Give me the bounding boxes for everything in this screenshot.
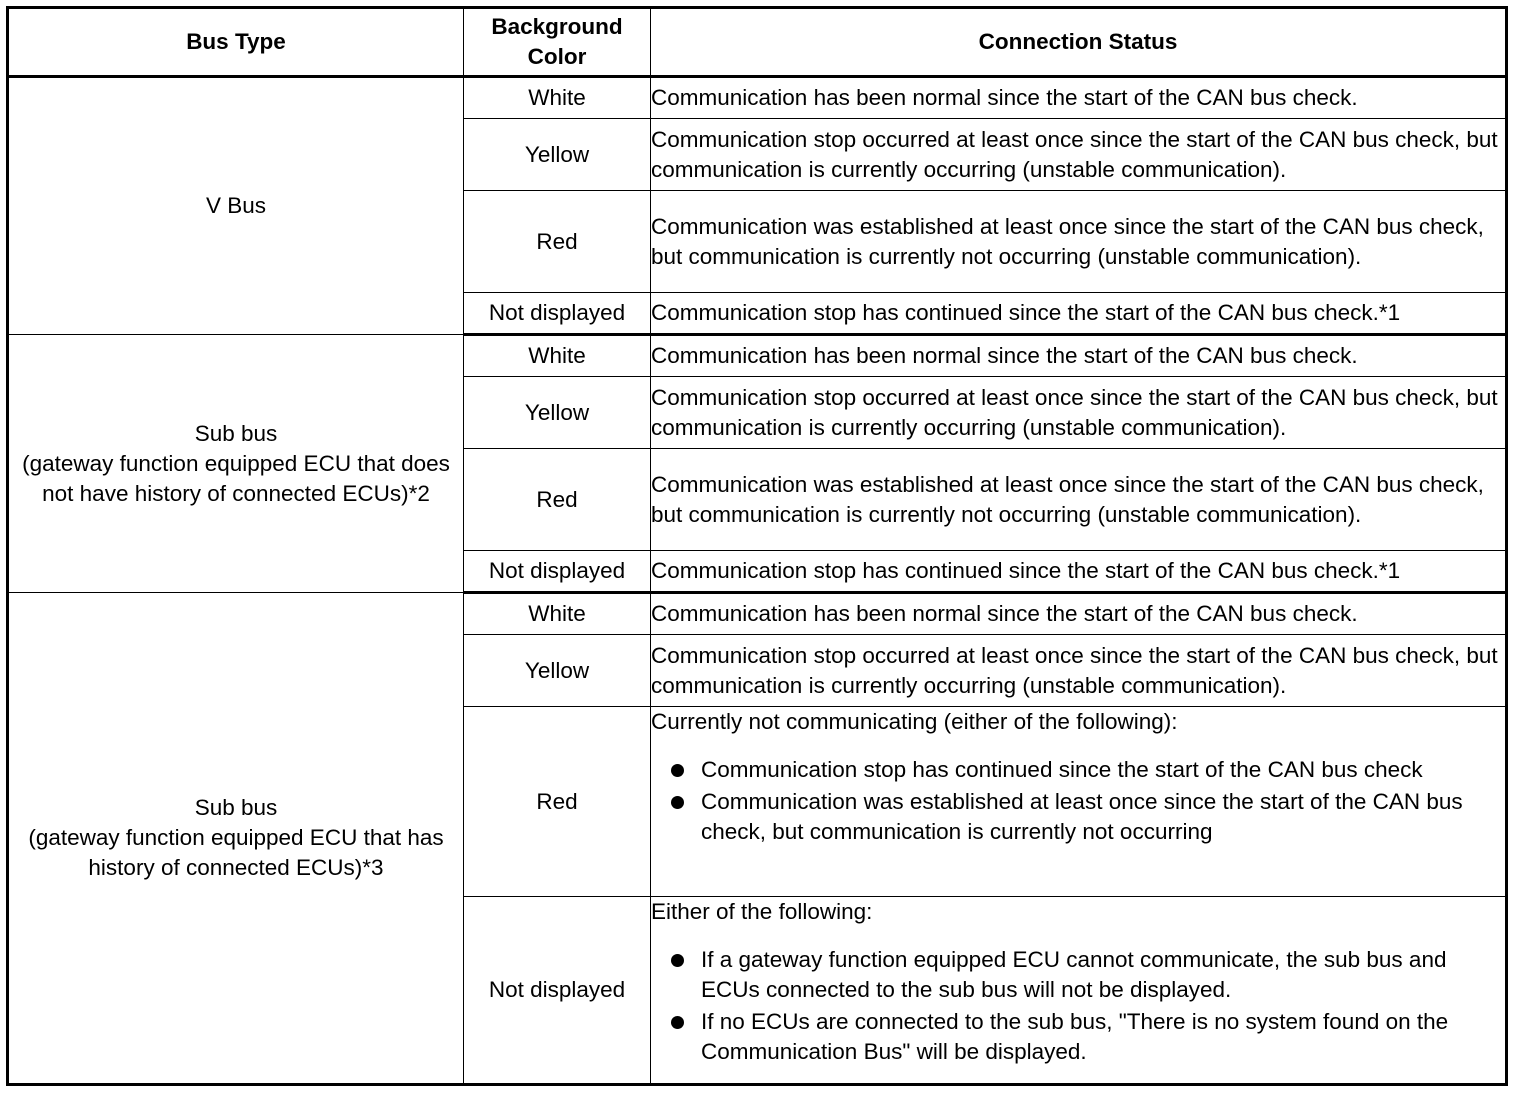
bullet-text: If a gateway function equipped ECU cannot communicate, the sub bus and ECUs connected to the sub bus will not be displayed. (701, 947, 1447, 1002)
color-cell: Red (464, 191, 651, 293)
status-cell: Communication has been normal since the start of the CAN bus check. (651, 593, 1507, 635)
table-row (8, 593, 1507, 635)
status-cell: Communication has been normal since the start of the CAN bus check. (651, 335, 1507, 377)
bus-type-cell (8, 593, 464, 1085)
color-cell: Not displayed (464, 551, 651, 593)
bullet-icon (671, 954, 684, 967)
list-item (651, 755, 1505, 785)
table-row (8, 77, 1507, 119)
list-item (651, 1007, 1505, 1067)
status-cell: Communication stop has continued since the start of the CAN bus check.*1 (651, 293, 1507, 335)
bullet-text: Communication was established at least once since the start of the CAN bus check, but communication is currently not occurring (701, 789, 1463, 844)
color-cell: Red (464, 707, 651, 897)
status-cell: Communication stop occurred at least once since the start of the CAN bus check, but communication is currently occurring (unstable communication). (651, 377, 1507, 449)
table-row (8, 335, 1507, 377)
color-cell: White (464, 335, 651, 377)
bus-type-detail: (gateway function equipped ECU that has history of connected ECUs)*3 (28, 825, 444, 880)
color-cell: Yellow (464, 377, 651, 449)
color-cell: Not displayed (464, 897, 651, 1085)
color-cell: Yellow (464, 119, 651, 191)
bus-type-detail: (gateway function equipped ECU that does not have history of connected ECUs)*2 (22, 450, 450, 506)
bus-type-title: Sub bus (194, 795, 278, 820)
bus-type-title: V Bus (205, 193, 267, 218)
status-intro: Currently not communicating (either of the following): (651, 709, 1178, 734)
color-cell: White (464, 593, 651, 635)
status-cell: Communication was established at least once since the start of the CAN bus check, but communication is currently not occurring (unstable communication). (651, 449, 1507, 551)
status-cell: Communication has been normal since the start of the CAN bus check. (651, 77, 1507, 119)
status-cell: Communication was established at least once since the start of the CAN bus check, but communication is currently not occurring (unstable communication). (651, 191, 1507, 293)
color-cell: Red (464, 449, 651, 551)
color-cell: Not displayed (464, 293, 651, 335)
bullet-icon (671, 1016, 684, 1029)
bus-type-title: Sub bus (194, 420, 278, 446)
list-item (651, 787, 1505, 847)
bullet-list (651, 755, 1505, 847)
color-cell: White (464, 77, 651, 119)
bus-type-cell (8, 335, 464, 593)
status-intro: Either of the following: (651, 899, 873, 924)
bullet-icon (671, 796, 684, 809)
header-row (8, 8, 1507, 77)
status-cell: Communication stop occurred at least once since the start of the CAN bus check, but communication is currently occurring (unstable communication). (651, 119, 1507, 191)
bus-type-cell (8, 77, 464, 335)
bullet-list (651, 945, 1505, 1067)
status-cell (651, 707, 1507, 897)
can-bus-status-table (6, 6, 1508, 1086)
list-item (651, 945, 1505, 1005)
color-cell: Yellow (464, 635, 651, 707)
header-background-color: Background Color (464, 8, 651, 77)
status-cell: Communication stop has continued since the start of the CAN bus check.*1 (651, 551, 1507, 593)
bullet-icon (671, 764, 684, 777)
header-connection-status: Connection Status (651, 8, 1507, 77)
header-bus-type: Bus Type (8, 8, 464, 77)
status-cell: Communication stop occurred at least once since the start of the CAN bus check, but communication is currently occurring (unstable communication). (651, 635, 1507, 707)
bullet-text: Communication stop has continued since the start of the CAN bus check (701, 757, 1423, 782)
status-cell (651, 897, 1507, 1085)
bullet-text: If no ECUs are connected to the sub bus, "There is no system found on the Communication Bus" will be displayed. (701, 1009, 1449, 1064)
